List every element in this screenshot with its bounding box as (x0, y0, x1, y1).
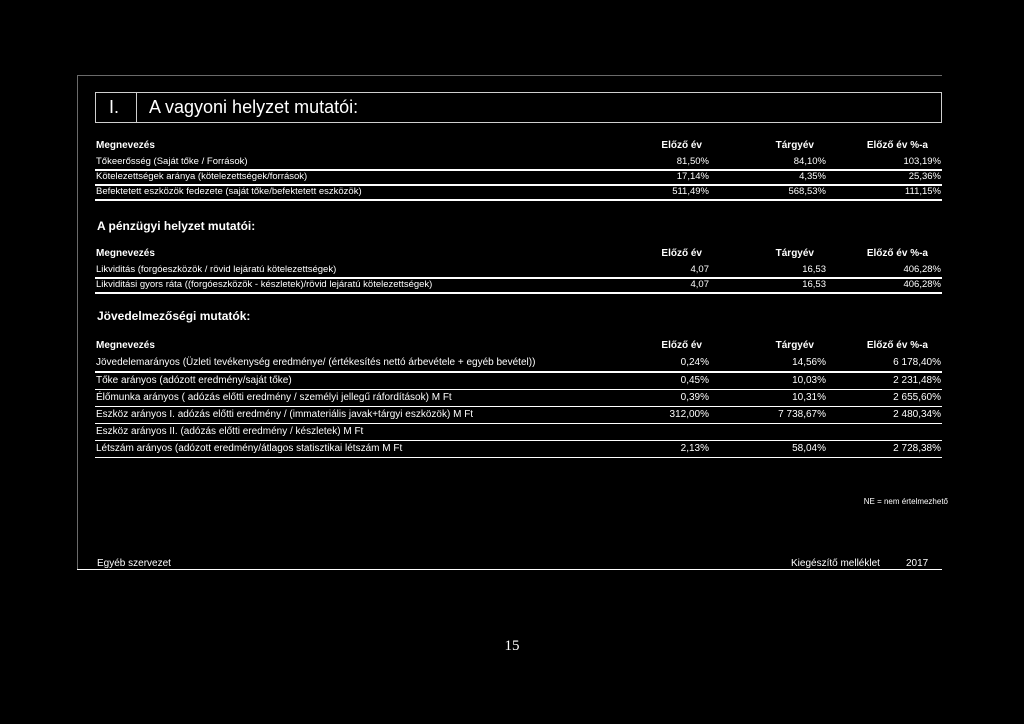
table-header (95, 140, 942, 156)
profitability-indicators-table (95, 340, 942, 458)
footer-organization: Egyéb szervezet (97, 558, 171, 569)
financial-indicators-table (95, 248, 942, 294)
footer-year: 2017 (906, 558, 929, 569)
table-row: Létszám arányos (adózott eredmény/átlagos statisztikai létszám M Ft 2,13% 58,04% 2 728,38% (95, 443, 942, 458)
asset-indicators-table (95, 140, 942, 201)
footer-document-name: Kiegészítő melléklet (791, 558, 880, 569)
profitability-section-title: Jövedelmezőségi mutatók: (97, 309, 251, 323)
col-pct-header: Előző év %-a (866, 140, 928, 151)
section-heading (95, 92, 942, 123)
col-curr-header: Tárgyév (775, 340, 814, 351)
table-row: Eszköz arányos I. adózás előtti eredmény / (immateriális javak+tárgyi eszközök) M Ft 312,00% 7 738,67% 2 480,34% (95, 409, 942, 424)
col-prev-header: Előző év (661, 340, 702, 351)
col-prev-header: Előző év (661, 140, 702, 151)
table-row: Tőkeerősség (Saját tőke / Források) 81,50% 84,10% 103,19% (95, 156, 942, 171)
table-row: Kötelezettségek aránya (kötelezettségek/források) 17,14% 4,35% 25,36% (95, 171, 942, 186)
table-row: Élőmunka arányos ( adózás előtti eredmény / személyi jellegű ráfordítások) M Ft 0,39% 10,31% 2 655,60% (95, 392, 942, 407)
table-header (95, 248, 942, 264)
table-row: Jövedelemarányos (Üzleti tevékenység eredménye/ (értékesítés nettó árbevétele + egyéb bevétel)) 0,24% 14,56% 6 178,40% (95, 357, 942, 373)
col-curr-header: Tárgyév (775, 140, 814, 151)
table-row: Likviditási gyors ráta ((forgóeszközök - készletek)/rövid lejáratú kötelezettségek) 4,07 16,53 406,28% (95, 279, 942, 294)
col-pct-header: Előző év %-a (866, 340, 928, 351)
col-prev-header: Előző év (661, 248, 702, 259)
frame-top-line (77, 75, 942, 76)
col-name-header: Megnevezés (96, 340, 155, 351)
table-row: Eszköz arányos II. (adózás előtti eredmény / készletek) M Ft (95, 426, 942, 441)
table-row: Befektetett eszközök fedezete (saját tőke/befektetett eszközök) 511,49% 568,53% 111,15% (95, 186, 942, 201)
heading-title: A vagyoni helyzet mutatói: (149, 97, 359, 117)
col-name-header: Megnevezés (96, 140, 155, 151)
heading-number: I. (96, 93, 137, 122)
col-pct-header: Előző év %-a (866, 248, 928, 259)
col-curr-header: Tárgyév (775, 248, 814, 259)
table-header (95, 340, 942, 356)
table-row: Likviditás (forgóeszközök / rövid lejáratú kötelezettségek) 4,07 16,53 406,28% (95, 264, 942, 279)
abbreviation-note: NE = nem értelmezhető (863, 497, 948, 506)
table-row: Tőke arányos (adózott eredmény/saját tőke) 0,45% 10,03% 2 231,48% (95, 375, 942, 390)
financial-section-title: A pénzügyi helyzet mutatói: (97, 219, 256, 233)
page-number: 15 (504, 638, 520, 654)
frame-left-line (77, 75, 78, 570)
col-name-header: Megnevezés (96, 248, 155, 259)
